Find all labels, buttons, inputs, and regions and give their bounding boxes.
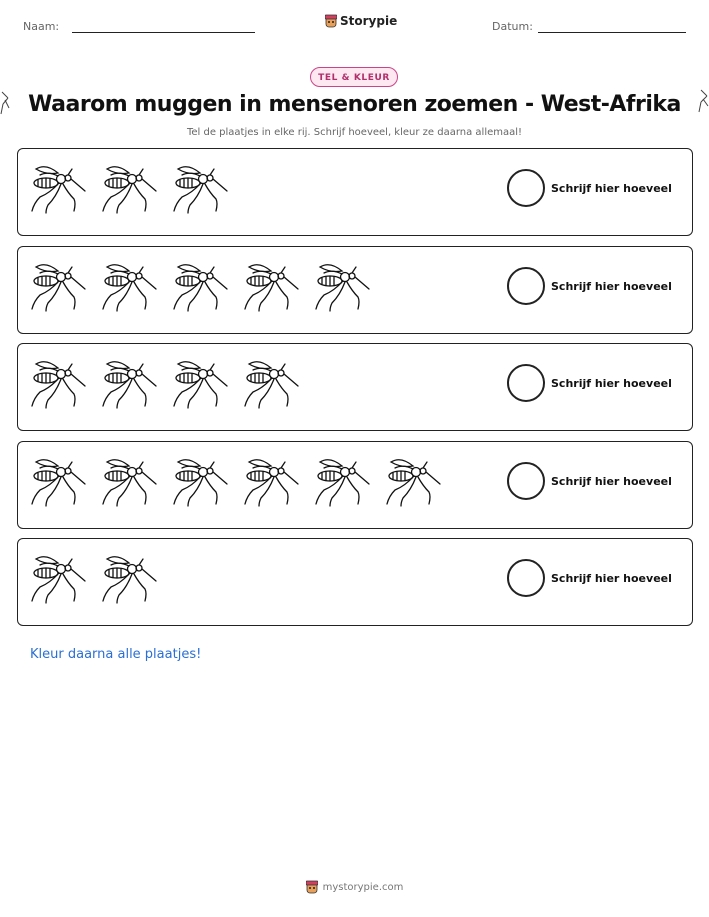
write-count-label: Schrijf hier hoeveel: [551, 572, 672, 585]
counting-row: [17, 246, 693, 334]
mosquito-icon[interactable]: [101, 551, 159, 609]
name-line[interactable]: [72, 32, 255, 33]
mosquito-icon[interactable]: [314, 259, 372, 317]
mosquito-icon[interactable]: [243, 259, 301, 317]
mosquito-icon[interactable]: [101, 454, 159, 512]
counting-row: [17, 343, 693, 431]
name-label: Naam:: [23, 20, 60, 33]
write-count-label: Schrijf hier hoeveel: [551, 279, 672, 293]
date-label: Datum:: [492, 20, 533, 33]
write-count-label: Schrijf hier hoeveel: [551, 474, 672, 488]
instructions: Tel de plaatjes in elke rij. Schrijf hoeveel, kleur ze daarna allemaal!: [186, 127, 523, 138]
mosquito-icon[interactable]: [30, 356, 88, 414]
brand-name: Storypie: [340, 14, 398, 28]
mosquito-icon[interactable]: [30, 551, 88, 609]
mosquito-icon[interactable]: [30, 259, 88, 317]
mosquito-icon[interactable]: [172, 259, 230, 317]
brand-logo: [325, 14, 397, 28]
mosquito-icon[interactable]: [243, 356, 301, 414]
mosquito-icon[interactable]: [172, 454, 230, 512]
storypie-mascot-icon: [306, 880, 318, 894]
mosquito-icon[interactable]: [101, 161, 159, 219]
mosquito-icon[interactable]: [172, 356, 230, 414]
count-answer-circle[interactable]: [507, 364, 545, 402]
footer-url: mystorypie.com: [322, 881, 404, 893]
mosquito-icon[interactable]: [30, 454, 88, 512]
date-line[interactable]: [538, 32, 686, 33]
page-title: Waarom muggen in mensenoren zoemen - West-Afrika: [28, 92, 681, 117]
activity-badge: TEL & KLEUR: [310, 67, 398, 87]
count-answer-circle[interactable]: [507, 169, 545, 207]
mosquito-icon[interactable]: [243, 454, 301, 512]
counting-row: [17, 148, 693, 236]
footer: [0, 880, 709, 894]
closing-note: Kleur daarna alle plaatjes!: [30, 647, 202, 662]
count-answer-circle[interactable]: [507, 462, 545, 500]
mosquito-icon[interactable]: [385, 454, 443, 512]
counting-row: [17, 441, 693, 529]
counting-row: [17, 538, 693, 626]
mosquito-icon[interactable]: [314, 454, 372, 512]
mosquito-icon[interactable]: [101, 356, 159, 414]
write-count-label: Schrijf hier hoeveel: [551, 377, 672, 390]
mosquito-icon[interactable]: [101, 259, 159, 317]
mosquito-icon[interactable]: [172, 161, 230, 219]
count-answer-circle[interactable]: [507, 559, 545, 597]
write-count-label: Schrijf hier hoeveel: [551, 182, 672, 195]
count-answer-circle[interactable]: [507, 267, 545, 305]
mosquito-icon[interactable]: [30, 161, 88, 219]
storypie-mascot-icon: [325, 14, 337, 28]
